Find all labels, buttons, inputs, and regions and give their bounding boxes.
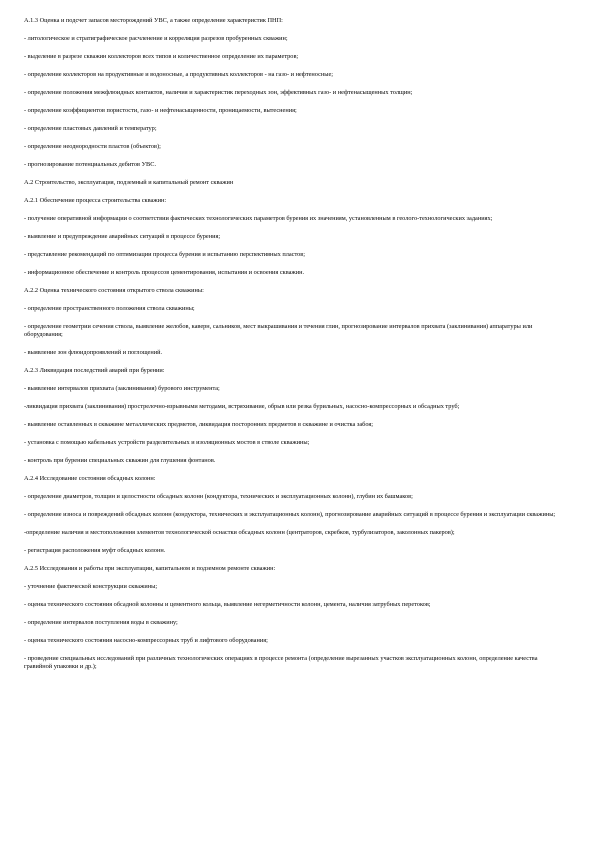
list-item: - выявление зон флюидопроявлений и поглощений.: [24, 349, 163, 357]
list-item: - определение интервалов поступления воды в скважину;: [24, 619, 178, 627]
section-heading: А.2.1 Обеспечение процесса строительства скважин:: [24, 197, 167, 204]
section-heading: А.2.4 Исследование состояния обсадных колонн:: [24, 475, 156, 483]
list-item: - прогнозирование потенциальных дебитов УВС.: [24, 161, 157, 168]
section-heading: А.2.5 Исследования и работы при эксплуатации, капитальном и подземном ремонте скважин:: [24, 565, 276, 573]
list-item: - контроль при бурении специальных скважин для глушения фонтанов.: [24, 457, 216, 465]
list-item: - выявление оставленных в скважине металлических предметов, ликвидация посторонних предметов в скважине и очистка забоя;: [24, 421, 373, 429]
list-item: - оценка технического состояния обсадной колонны и цементного кольца, выявление негерметичности колонн, цемента, наличия затрубных перетоков;: [24, 601, 431, 609]
list-item: - регистрация расположения муфт обсадных колонн.: [24, 547, 166, 555]
section-heading: А.2.3 Ликвидация последствий аварий при бурении:: [24, 367, 165, 375]
list-item: - определение диаметров, толщин и целостности обсадных колонн (кондуктора, технических и эксплуатационных колонн), глубин их башмаков;: [24, 493, 413, 501]
list-item: - выявление и предупреждение аварийных ситуаций в процессе бурения;: [24, 233, 221, 240]
list-item: - определение износа и повреждений обсадных колонн (кондуктора, технических и эксплуатационных колонн), прогнозирование аварийных ситуаций в процессе бурения и эксплуатации скважины;: [24, 511, 556, 519]
list-item: - определение коллекторов на продуктивные и водоносные, а продуктивных коллекторов - на газо- и нефтеносные;: [24, 71, 334, 78]
section-heading: А.1.3 Оценка и подсчет запасов месторождений УВС, а также определение характеристик ПНП:: [24, 17, 283, 24]
list-item: - определение положения межфлюидных контактов, наличия и характеристик переходных зон, эффективных газо- и нефтенасыщенных толщин;: [24, 89, 413, 96]
section-heading: А.2.2 Оценка технического состояния открытого ствола скважины:: [24, 287, 204, 294]
list-item: - литологическое и стратиграфическое расчленение и корреляция разрезов пробуренных скважин;: [24, 35, 288, 42]
list-item: - определение геометрии сечения ствола, выявление желобов, каверн, сальников, мест выкрашивания и течения глин, прогнозирование интервалов прихвата (заклинивания) аппаратуры или оборудования;: [24, 323, 533, 339]
list-item: - представление рекомендаций по оптимизации процесса бурения и испытанию перспективных пластов;: [24, 251, 306, 258]
list-item: -определение наличия и местоположения элементов технологической оснастки обсадных колонн (центраторов, скребков, турбулизаторов, заколонных пакеров);: [24, 529, 455, 537]
list-item: - определение коэффициентов пористости, газо- и нефтенасыщенности, проницаемости, вытеснения;: [24, 107, 297, 114]
list-item: - уточнение фактической конструкции скважины;: [24, 583, 158, 591]
list-item: - установка с помощью кабельных устройств разделительных и изоляционных мостов в стволе скважины;: [24, 439, 310, 447]
list-item: - оценка технического состояния насосно-компрессорных труб и лифтового оборудования;: [24, 637, 268, 645]
list-item: - определение пластовых давлений и температур;: [24, 125, 157, 132]
list-item: - проведение специальных исследований при различных технологических операциях в процессе ремонта (определение вырезанных участков эксплуатационных колонн, определение качества гравийной упаковки и др.);: [24, 655, 538, 671]
list-item: - выявление интервалов прихвата (заклинивания) бурового инструмента;: [24, 385, 220, 393]
section-heading: А.2 Строительство, эксплуатация, подземный и капитальный ремонт скважин: [24, 179, 234, 186]
list-item: - определение пространственного положения ствола скважины;: [24, 305, 195, 312]
list-item: - выделение в разрезе скважин коллекторов всех типов и количественное определение их параметров;: [24, 53, 299, 60]
list-item: - получение оперативной информации о соответствии фактических технологических параметров бурения их значениям, установленным в геолого-технологических заданиях;: [24, 215, 493, 222]
list-item: -ликвидация прихвата (заклинивания) прострелочно-взрывными методами, встряхивание, обрыв или резка бурильных, насосно-компрессорных и обсадных труб;: [24, 403, 460, 411]
list-item: - определение неоднородности пластов (объектов);: [24, 143, 161, 150]
list-item: - информационное обеспечение и контроль процессов цементирования, испытания и освоения скважин.: [24, 269, 305, 276]
document-body: [24, 17, 567, 672]
